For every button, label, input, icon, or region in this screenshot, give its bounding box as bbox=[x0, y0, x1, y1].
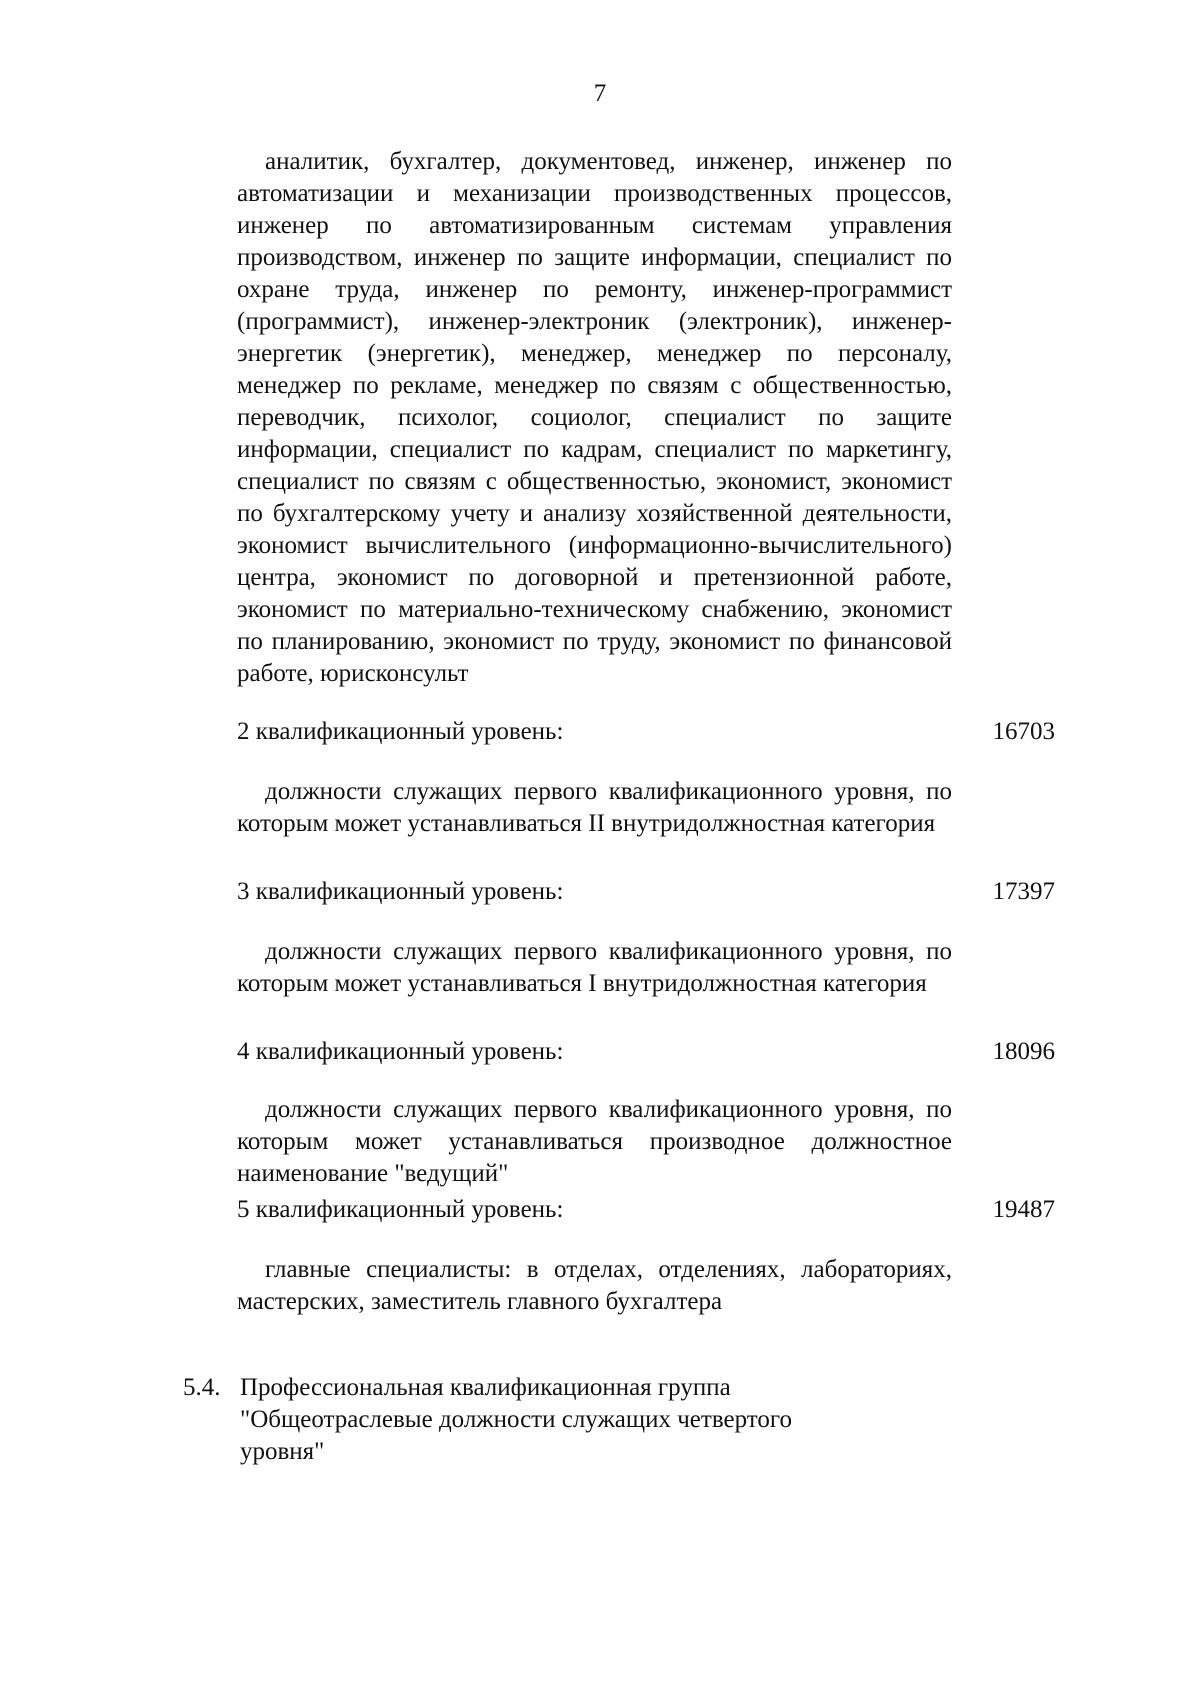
qualification-level-row bbox=[237, 716, 1055, 748]
qualification-level-label: 5 квалификационный уровень: bbox=[237, 1196, 564, 1223]
salary-value: 16703 bbox=[992, 718, 1055, 745]
salary-value: 18096 bbox=[992, 1038, 1055, 1065]
qualification-level-description: должности служащих первого квалификационного уровня, по которым может устанавливаться I внутридолжностная категория bbox=[237, 938, 952, 997]
qualification-level-row bbox=[237, 1194, 1055, 1226]
qualification-level-label: 3 квалификационный уровень: bbox=[237, 878, 564, 905]
qualification-level-label: 2 квалификационный уровень: bbox=[237, 718, 564, 745]
section-number: 5.4. bbox=[183, 1374, 221, 1401]
salary-value: 17397 bbox=[992, 878, 1055, 905]
qualification-level-description: главные специалисты: в отделах, отделениях, лабораториях, мастерских, заместитель главного бухгалтера bbox=[237, 1256, 952, 1315]
section-title: Профессиональная квалификационная группа "Общеотраслевые должности служащих четвертого уровня" bbox=[240, 1374, 792, 1465]
qualification-level-label: 4 квалификационный уровень: bbox=[237, 1038, 564, 1065]
page-number: 7 bbox=[593, 80, 607, 107]
qualification-level-description: должности служащих первого квалификационного уровня, по которым может устанавливаться II внутридолжностная категория bbox=[237, 778, 952, 837]
qualification-level-description: должности служащих первого квалификационного уровня, по которым может устанавливаться производное должностное наименование "ведущий" bbox=[237, 1096, 952, 1187]
positions-list-paragraph: аналитик, бухгалтер, документовед, инженер, инженер по автоматизации и механизации производственных процессов, инженер по автоматизированным системам управления производством, инженер по защите информации, специалист по охране труда, инженер по ремонту, инженер-программист (программист), инженер-электроник (электроник), инженер-энергетик (энергетик), менеджер, менеджер по персоналу, менеджер по рекламе, менеджер по связям с общественностью, переводчик, психолог, социолог, специалист по защите информации, специалист по кадрам, специалист по маркетингу, специалист по связям с общественностью, экономист, экономист по бухгалтерскому учету и анализу хозяйственной деятельности, экономист вычислительного (информационно-вычислительного) центра, экономист по договорной и претензионной работе, экономист по материально-техническому снабжению, экономист по планированию, экономист по труду, экономист по финансовой работе, юрисконсульт bbox=[237, 148, 952, 687]
salary-value: 19487 bbox=[992, 1196, 1055, 1223]
qualification-level-row bbox=[237, 1036, 1055, 1068]
qualification-level-row bbox=[237, 876, 1055, 908]
